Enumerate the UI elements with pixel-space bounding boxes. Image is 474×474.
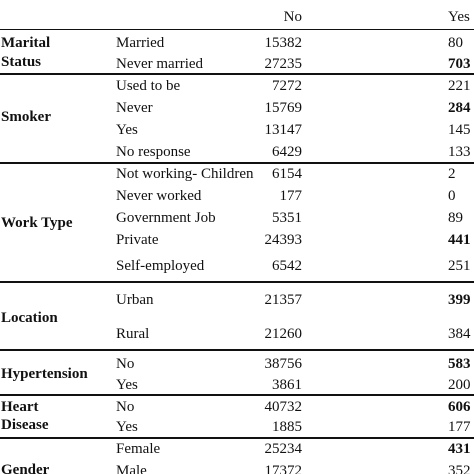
level-label: Government Job [116,210,216,226]
cell-yes: 145 [448,122,471,138]
level-label: Not working- Children [116,166,254,182]
cell-no: 7272 [272,78,302,94]
group-rule [0,73,474,75]
cell-yes: 251 [448,258,471,274]
cell-no: 6542 [272,258,302,274]
cell-yes: 441 [448,232,471,248]
cell-yes: 2 [448,166,456,182]
group-rule [0,394,474,396]
header-yes: Yes [448,9,470,25]
level-label: Female [116,441,161,457]
level-label: Self-employed [116,258,205,274]
cell-no: 17372 [264,463,302,474]
cell-yes: 284 [448,100,471,116]
level-label: Never married [116,56,204,72]
level-label: No [116,356,135,372]
level-label: No [116,399,135,415]
level-label: No response [116,144,191,160]
cell-no: 24393 [264,232,302,248]
cell-no: 21260 [264,326,302,342]
cell-yes: 606 [448,399,471,415]
cell-yes: 200 [448,377,471,393]
cell-no: 25234 [264,441,302,457]
cell-yes: 177 [448,419,471,435]
level-label: Yes [116,122,138,138]
cell-yes: 352 [448,463,471,474]
level-label: Never worked [116,188,202,204]
category-heart-disease-line2: Disease [1,417,49,433]
cell-no: 177 [279,188,302,204]
cell-no: 38756 [264,356,302,372]
level-label: Male [116,463,147,474]
level-label: Married [116,35,165,51]
cell-no: 27235 [264,56,302,72]
category-gender: Gender [1,462,50,474]
group-rule [0,437,474,439]
category-hypertension: Hypertension [1,366,88,382]
level-label: Private [116,232,159,248]
cell-yes: 133 [448,144,471,160]
level-label: Yes [116,419,138,435]
category-heart-disease-line1: Heart [1,399,39,415]
cell-yes: 399 [448,292,471,308]
cell-no: 5351 [272,210,302,226]
cell-yes: 431 [448,441,471,457]
category-marital-status-line2: Status [1,54,42,70]
level-label: Yes [116,377,138,393]
group-rule [0,281,474,283]
level-label: Never [116,100,153,116]
category-work-type: Work Type [1,215,73,231]
cell-no: 1885 [272,419,302,435]
cell-no: 6154 [272,166,302,182]
cell-no: 6429 [272,144,302,160]
header-no: No [283,9,302,25]
category-location: Location [1,310,58,326]
cell-yes: 583 [448,356,471,372]
level-label: Rural [116,326,150,342]
cell-no: 15769 [264,100,302,116]
category-smoker: Smoker [1,109,51,125]
cell-yes: 703 [448,56,471,72]
cell-no: 13147 [264,122,302,138]
cell-yes: 89 [448,210,463,226]
cell-no: 40732 [264,399,302,415]
header-rule [0,29,474,30]
group-rule [0,349,474,351]
category-marital-status-line1: Marital [1,35,51,51]
group-rule [0,162,474,164]
cell-yes: 221 [448,78,471,94]
cell-yes: 384 [448,326,471,342]
cell-no: 15382 [264,35,302,51]
level-label: Used to be [116,78,181,94]
cell-no: 3861 [272,377,302,393]
cell-yes: 0 [448,188,456,204]
level-label: Urban [116,292,154,308]
cell-yes: 80 [448,35,463,51]
cell-no: 21357 [264,292,302,308]
